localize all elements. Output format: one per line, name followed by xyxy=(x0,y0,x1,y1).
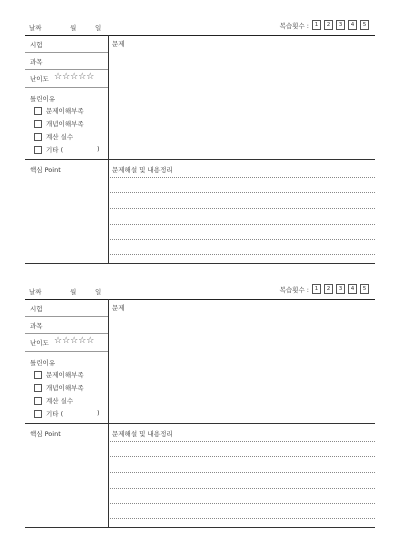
review-box-5[interactable]: 5 xyxy=(360,284,369,294)
review-box-5[interactable]: 5 xyxy=(360,20,369,30)
date-year-label: 날짜 xyxy=(29,24,42,32)
checkbox[interactable] xyxy=(34,133,42,141)
subject-field[interactable] xyxy=(25,52,108,70)
review-box-2[interactable]: 2 xyxy=(324,20,333,30)
sheet-bottom-border xyxy=(25,527,375,528)
review-count xyxy=(280,20,369,30)
review-box-4[interactable]: 4 xyxy=(348,20,357,30)
problem-label: 문제 xyxy=(112,304,125,312)
checkbox[interactable] xyxy=(34,397,42,405)
difficulty-label: 난이도 xyxy=(30,75,49,83)
writing-line[interactable] xyxy=(110,177,375,178)
reason-label: 문제이해부족 xyxy=(46,371,84,379)
review-box-4[interactable]: 4 xyxy=(348,284,357,294)
date-day-label: 일 xyxy=(95,24,102,32)
writing-line[interactable] xyxy=(110,192,375,193)
solution-label: 문제해설 및 내용정리 xyxy=(112,430,173,438)
difficulty-stars[interactable]: ☆☆☆☆☆ xyxy=(54,72,95,82)
writing-line[interactable] xyxy=(110,472,375,473)
writing-line[interactable] xyxy=(110,254,375,255)
checkbox[interactable] xyxy=(34,107,42,115)
date-month-label: 월 xyxy=(70,24,77,32)
difficulty-field xyxy=(25,333,108,352)
problem-label: 문제 xyxy=(112,40,125,48)
sheet-bottom-border xyxy=(25,263,375,264)
review-count-label: 복습횟수 : xyxy=(279,21,309,30)
review-count-label: 복습횟수 : xyxy=(279,285,309,294)
reason-label: 계산 실수 xyxy=(46,397,74,405)
solution-label: 문제해설 및 내용정리 xyxy=(112,166,173,174)
review-box-1[interactable]: 1 xyxy=(312,20,321,30)
reason-item[interactable] xyxy=(34,119,84,128)
unit-label: 시험 xyxy=(30,41,43,49)
review-box-2[interactable]: 2 xyxy=(324,284,333,294)
column-divider xyxy=(108,35,109,263)
writing-line[interactable] xyxy=(110,239,375,240)
reasons-title: 틀린이유 xyxy=(30,95,56,103)
writing-line[interactable] xyxy=(110,224,375,225)
reason-other-close: ) xyxy=(97,145,100,153)
writing-line[interactable] xyxy=(110,441,375,442)
difficulty-stars[interactable]: ☆☆☆☆☆ xyxy=(54,336,95,346)
date-day-label: 일 xyxy=(95,288,102,296)
date-year-label: 날짜 xyxy=(29,288,42,296)
reason-item[interactable] xyxy=(34,145,63,154)
note-sheet-2 xyxy=(25,279,375,527)
writing-line[interactable] xyxy=(110,503,375,504)
subject-label: 과목 xyxy=(30,58,43,66)
reason-label: 개념이해부족 xyxy=(46,384,84,392)
unit-field[interactable] xyxy=(25,35,108,53)
section-divider xyxy=(25,159,375,160)
reason-other-close: ) xyxy=(97,409,100,417)
writing-line[interactable] xyxy=(110,488,375,489)
checkbox[interactable] xyxy=(34,371,42,379)
subject-label: 과목 xyxy=(30,322,43,330)
key-point-label: 핵심 Point xyxy=(30,430,61,438)
reason-label: 계산 실수 xyxy=(46,133,74,141)
column-divider xyxy=(108,299,109,527)
difficulty-label: 난이도 xyxy=(30,339,49,347)
reason-item[interactable] xyxy=(34,106,84,115)
difficulty-field xyxy=(25,69,108,88)
review-box-1[interactable]: 1 xyxy=(312,284,321,294)
date-month-label: 월 xyxy=(70,288,77,296)
writing-line[interactable] xyxy=(110,456,375,457)
reason-label: 문제이해부족 xyxy=(46,107,84,115)
review-box-3[interactable]: 3 xyxy=(336,20,345,30)
key-point-label: 핵심 Point xyxy=(30,166,61,174)
review-count xyxy=(280,284,369,294)
reason-label: 기타 ( xyxy=(46,146,64,154)
reason-label: 기타 ( xyxy=(46,410,64,418)
checkbox[interactable] xyxy=(34,384,42,392)
unit-field[interactable] xyxy=(25,299,108,317)
checkbox[interactable] xyxy=(34,410,42,418)
writing-line[interactable] xyxy=(110,518,375,519)
checkbox[interactable] xyxy=(34,146,42,154)
reason-item[interactable] xyxy=(34,396,73,405)
reason-item[interactable] xyxy=(34,383,84,392)
reason-item[interactable] xyxy=(34,370,84,379)
reason-item[interactable] xyxy=(34,409,63,418)
unit-label: 시험 xyxy=(30,305,43,313)
writing-line[interactable] xyxy=(110,208,375,209)
section-divider xyxy=(25,423,375,424)
reason-item[interactable] xyxy=(34,132,73,141)
checkbox[interactable] xyxy=(34,120,42,128)
reason-label: 개념이해부족 xyxy=(46,120,84,128)
review-box-3[interactable]: 3 xyxy=(336,284,345,294)
header-row xyxy=(25,15,375,36)
note-sheet-1 xyxy=(25,15,375,263)
header-row xyxy=(25,279,375,300)
subject-field[interactable] xyxy=(25,316,108,334)
reasons-title: 틀린이유 xyxy=(30,359,56,367)
